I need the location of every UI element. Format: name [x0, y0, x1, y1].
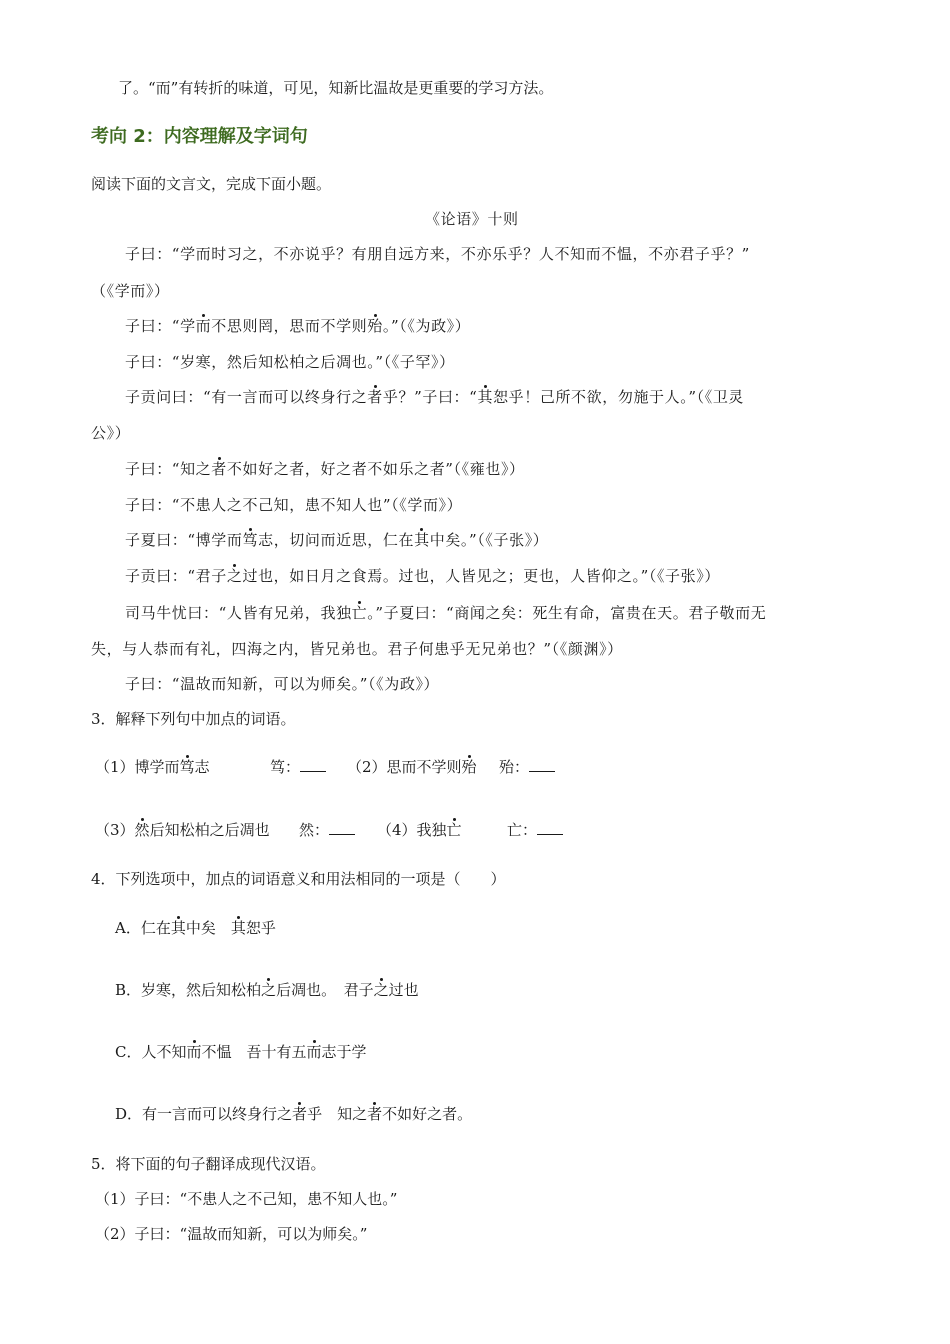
- emphasis-dot-char: 笃: [179, 758, 195, 776]
- emphasis-dot-char: 者: [292, 1105, 308, 1123]
- passage-line-7: 子夏曰：“博学而笃志，切问而近思，仁在其中矣。”（《子张》）: [125, 531, 549, 549]
- emphasis-dot-char: 者: [367, 1105, 383, 1123]
- passage-line-1-source: （《学而》）: [91, 282, 170, 300]
- answer-blank[interactable]: [329, 820, 355, 835]
- emphasis-dot-char: 之: [261, 981, 277, 999]
- passage-line-9-cont: 失，与人恭而有礼，四海之内，皆兄弟也。君子何患乎无兄弟也？”（《颜渊》）: [91, 640, 623, 658]
- question-5-sentence-1: （1）子曰：“不患人之不己知，患不知人也。”: [95, 1190, 398, 1208]
- emphasis-dot-char: 而: [306, 1043, 322, 1061]
- instruction-text: 阅读下面的文言文，完成下面小题。: [91, 175, 332, 193]
- emphasis-dot-char: 而: [195, 317, 212, 335]
- passage-line-9: 司马牛忧曰：“人皆有兄弟，我独亡。”子夏曰：“商闻之矣：死生有命，富贵在天。君子敬而无: [125, 604, 767, 622]
- option-a[interactable]: A．仁在其中矣 其恕乎: [115, 919, 276, 937]
- passage-line-8: 子贡曰：“君子之过也，如日月之食焉。过也，人皆见之；更也，人皆仰之。”（《子张》）: [125, 567, 720, 585]
- question-4-stem: 4．下列选项中，加点的词语意义和用法相同的一项是（ ）: [91, 870, 506, 888]
- passage-line-4-cont: 公》）: [91, 424, 131, 442]
- emphasis-dot-char: 之: [373, 981, 389, 999]
- passage-line-2: 子曰：“学而不思则罔，思而不学则殆。”（《为政》）: [125, 317, 471, 335]
- option-label: B．: [115, 981, 142, 999]
- question-3-answer-2: 殆：: [499, 756, 555, 778]
- emphasis-dot-char: 者: [211, 460, 227, 478]
- passage-line-6: 子曰：“不患人之不己知，患不知人也”（《学而》）: [125, 496, 463, 514]
- question-3-item-2: （2）思而不学则殆: [347, 758, 477, 776]
- emphasis-dot-char: 亡: [446, 821, 462, 839]
- emphasis-dot-char: 而: [186, 1043, 202, 1061]
- emphasis-dot-char: 殆: [461, 758, 477, 776]
- option-c[interactable]: C．人不知而不愠 吾十有五而志于学: [115, 1043, 367, 1061]
- emphasis-dot-char: 其: [170, 919, 186, 937]
- option-label: A．: [115, 919, 141, 937]
- answer-blank[interactable]: [529, 757, 555, 772]
- emphasis-dot-char: 殆: [367, 317, 383, 335]
- option-d[interactable]: D．有一言而可以终身行之者乎 知之者不如好之者。: [115, 1105, 473, 1123]
- passage-line-3: 子曰：“岁寒，然后知松柏之后凋也。”（《子罕》）: [125, 353, 455, 371]
- question-5-stem: 5．将下面的句子翻译成现代汉语。: [91, 1155, 326, 1173]
- emphasis-dot-char: 其: [414, 531, 430, 549]
- passage-line-4: 子贡问曰：“有一言而可以终身行之者乎？”子曰：“其恕乎！己所不欲，勿施于人。”（《卫灵: [125, 388, 745, 406]
- question-3-item-3: （3）然后知松柏之后凋也: [95, 821, 270, 839]
- passage-line-10: 子曰：“温故而知新，可以为师矣。”（《为政》）: [125, 675, 440, 693]
- section-heading: 考向 2：内容理解及字词句: [91, 126, 308, 147]
- emphasis-dot-char: 亡: [351, 604, 368, 622]
- intro-text: 了。“而”有转折的味道，可见，知新比温故是更重要的学习方法。: [118, 79, 554, 97]
- question-3-answer-1: 笃：: [270, 756, 326, 778]
- emphasis-dot-char: 之: [226, 567, 243, 585]
- option-b[interactable]: B．岁寒，然后知松柏之后凋也。 君子之过也: [115, 981, 419, 999]
- emphasis-dot-char: 其: [477, 388, 494, 406]
- question-3-item-4: （4）我独亡: [377, 821, 462, 839]
- question-3-stem: 3．解释下列句中加点的词语。: [91, 710, 296, 728]
- emphasis-dot-char: 其: [230, 919, 246, 937]
- option-label: C．: [115, 1043, 142, 1061]
- emphasis-dot-char: 笃: [242, 531, 259, 549]
- question-3-item-1: （1）博学而笃志: [95, 758, 210, 776]
- question-3-answer-4: 亡：: [507, 819, 563, 841]
- emphasis-dot-char: 者: [367, 388, 383, 406]
- passage-line-5: 子曰：“知之者不如好之者，好之者不如乐之者”（《雍也》）: [125, 460, 525, 478]
- emphasis-dot-char: 然: [134, 821, 150, 839]
- option-label: D．: [115, 1105, 143, 1123]
- answer-blank[interactable]: [537, 820, 563, 835]
- answer-blank[interactable]: [300, 757, 326, 772]
- passage-title: 《论语》十则: [425, 210, 519, 228]
- question-5-sentence-2: （2）子曰：“温故而知新，可以为师矣。”: [95, 1225, 368, 1243]
- question-3-answer-3: 然：: [299, 819, 355, 841]
- passage-line-1: 子曰：“学而时习之，不亦说乎？有朋自远方来，不亦乐乎？人不知而不愠，不亦君子乎？”: [125, 245, 750, 263]
